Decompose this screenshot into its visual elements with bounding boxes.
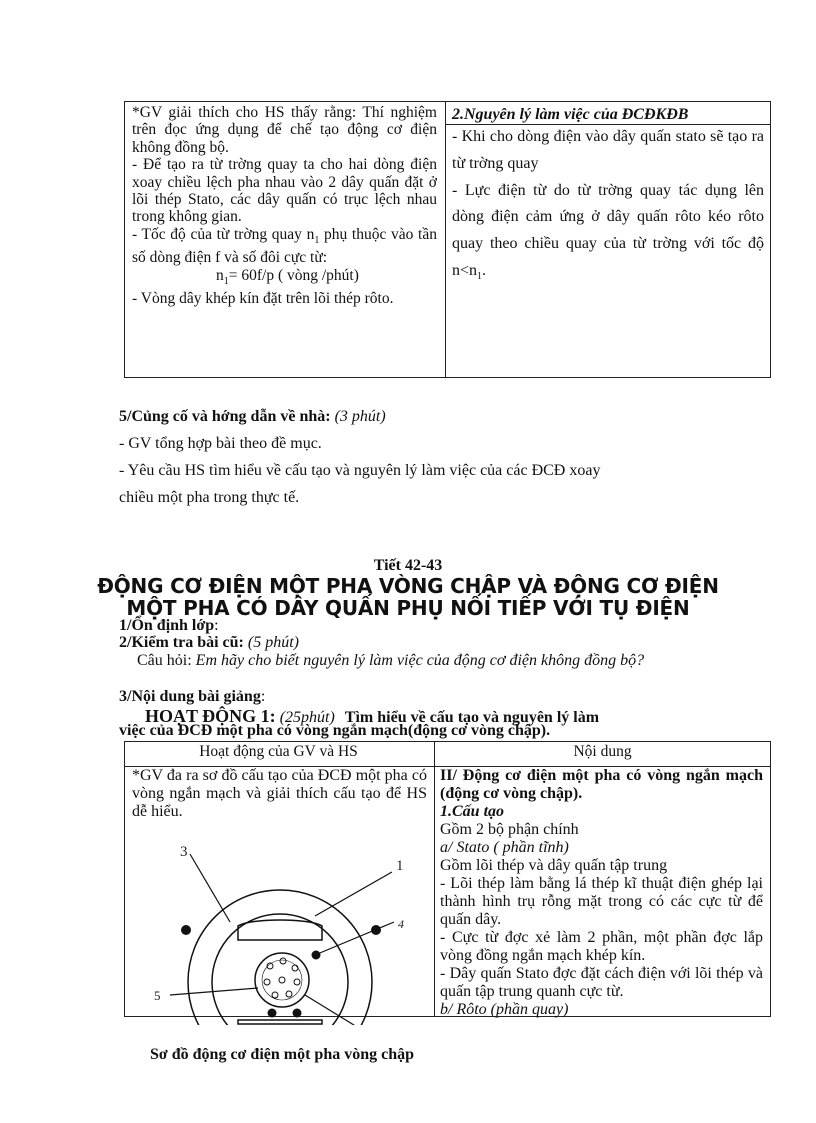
leader-1 bbox=[315, 872, 392, 916]
t2-right-l2: a/ Stato ( phần tĩnh) bbox=[440, 839, 569, 856]
table2-header-left: Hoạt động của GV và HS bbox=[199, 743, 358, 760]
diagram-label-4: 4 bbox=[398, 917, 404, 931]
t1-left-p2: - Để tạo ra từ trờng quay ta cho hai dòng điện xoay chiều lệch pha nhau vào 2 dây quấn đặt ở lõi thép Stato, các dây quấn có trục lệch nhau trong không gian. bbox=[132, 156, 437, 226]
table1-right-cell bbox=[452, 104, 764, 291]
section5-line-1: - GV tổng hợp bài theo đề mục. bbox=[119, 435, 322, 452]
table2-header-right: Nội dung bbox=[573, 743, 632, 760]
activity-1-desc: việc của ĐCĐ một pha có vòng ngắn mạch(động cơ vòng chập). bbox=[119, 722, 551, 739]
leader-5 bbox=[170, 988, 258, 995]
diagram-label-1: 1 bbox=[396, 858, 404, 874]
dot-winding-left bbox=[181, 925, 191, 935]
step-2-time: (5 phút) bbox=[247, 634, 299, 651]
t1-right-p2: - Lực điện từ do từ trờng quay tác dụng lên dòng điện cảm ứng ở dây quấn rôto kéo rôto quay theo chiều quay của từ trờng với tốc độ $n<n_1$. bbox=[452, 181, 764, 283]
step-1: 1/Ổn định lớp: bbox=[119, 617, 219, 634]
pole-lower bbox=[238, 1020, 322, 1024]
t1-right-p1: - Khi cho dòng điện vào dây quấn stato sẽ tạo ra từ trờng quay bbox=[452, 128, 764, 172]
dot-shading-ring bbox=[312, 951, 321, 960]
table2-left-text: *GV đa ra sơ đồ cấu tạo của ĐCĐ một pha có vòng ngắn mạch và giải thích cấu tạo để HS dễ hiểu. bbox=[132, 767, 427, 820]
section5-heading: 5/Củng cố và hớng dẫn về nhà: (3 phút) bbox=[119, 408, 386, 425]
diagram-label-5: 5 bbox=[154, 988, 161, 1003]
table2-right-cell bbox=[440, 767, 763, 1019]
lesson-title-line-1: ĐỘNG CƠ ĐIỆN MỘT PHA VÒNG CHẬP VÀ ĐỘNG CƠ ĐIỆN bbox=[97, 574, 719, 598]
lesson-number: Tiết 42-43 bbox=[373, 557, 443, 574]
t2-right-l7: b/ Rôto (phần quay) bbox=[440, 1001, 569, 1018]
dot-lower-left bbox=[268, 1009, 277, 1018]
t2-right-sub: 1.Cấu tạo bbox=[440, 803, 505, 820]
t2-right-l5: - Cực từ đợc xẻ làm 2 phần, một phần đợc lắp vòng đồng ngắn mạch khép kín. bbox=[440, 929, 763, 964]
section5-line-2: - Yêu cầu HS tìm hiểu về cấu tạo và nguyên lý làm việc của các ĐCĐ xoay bbox=[119, 462, 601, 479]
t1-left-p3: - Tốc độ của từ trờng quay $n_1$ phụ thuộc vào tần số dòng điện f và số đôi cực từ: bbox=[132, 225, 437, 267]
step-2-question: Câu hỏi: Em hãy cho biết nguyên lý làm việc của động cơ điện không đồng bộ? bbox=[137, 652, 645, 669]
dot-lower-right bbox=[293, 1009, 302, 1018]
leader-3 bbox=[190, 854, 230, 922]
step-2: 2/Kiểm tra bài cũ: (5 phút) bbox=[119, 634, 299, 651]
t1-left-formula: $n_1= 60f/p$ ( vòng /phút) bbox=[216, 266, 359, 287]
rotor-circle bbox=[255, 953, 309, 1007]
activity-1: HOẠT ĐỘNG 1: (25phút) Tìm hiểu về cấu tạo và nguyên lý làm bbox=[145, 706, 600, 726]
t1-left-p1: *GV giải thích cho HS thấy rằng: Thí nghiệm trên đọc ứng dụng để chế tạo động cơ điện không đồng bộ. bbox=[132, 104, 437, 156]
lesson-title-line-2: MỘT PHA CÓ DÂY QUẤN PHỤ NỐI TIẾP VỚI TỤ ĐIỆN bbox=[126, 596, 690, 620]
section-5 bbox=[119, 403, 759, 511]
pole-upper bbox=[238, 920, 322, 940]
step-3: 3/Nội dung bài giảng: bbox=[119, 688, 266, 705]
table1-left-cell bbox=[132, 104, 437, 308]
diagram-caption: Sơ đồ động cơ điện một pha vòng chập bbox=[150, 1046, 415, 1063]
t2-right-l3: Gồm lõi thép và dây quấn tập trung bbox=[440, 857, 668, 874]
t2-right-heading: II/ Động cơ điện một pha có vòng ngắn mạch (động cơ vòng chập). bbox=[440, 767, 763, 802]
diagram-label-3: 3 bbox=[180, 844, 188, 860]
section5-time: (3 phút) bbox=[334, 408, 386, 425]
t2-right-l4: - Lõi thép làm bằng lá thép kĩ thuật điện ghép lại thành hình trụ rỗng mặt trong có các cực từ để quấn dây. bbox=[440, 875, 763, 928]
t2-right-l6: - Dây quấn Stato đợc đặt cách điện với lõi thép và quấn tập trung quanh cực từ. bbox=[440, 965, 763, 1000]
motor-diagram bbox=[130, 830, 430, 1025]
t1-right-heading: 2.Nguyên lý làm việc của ĐCĐKĐB bbox=[452, 106, 689, 123]
t2-right-l1: Gồm 2 bộ phận chính bbox=[440, 821, 579, 838]
section5-line-3: chiều một pha trong thực tế. bbox=[119, 489, 300, 506]
dot-winding-right bbox=[371, 925, 381, 935]
t1-left-p5: - Vòng dây khép kín đặt trên lõi thép rôto. bbox=[132, 290, 394, 308]
